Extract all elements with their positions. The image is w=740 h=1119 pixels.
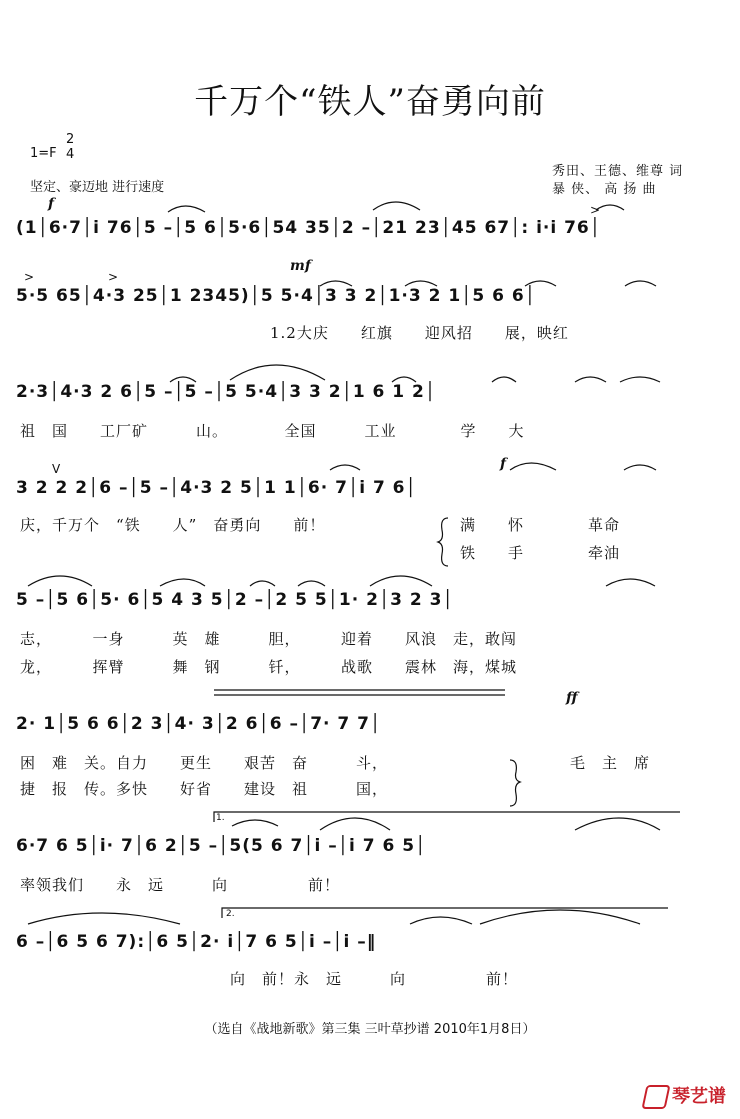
- lyricist-credit: 秀田、王德、维尊 词: [552, 164, 684, 179]
- composer-credit: 暴 侠、 高 扬 曲: [552, 182, 657, 197]
- notation-row-7: 6·7 6 5│i· 7│6 2│5 –│5(5 6 7│i –│i 7 6 5│: [16, 836, 427, 856]
- slur: [480, 910, 640, 924]
- lyric-line: 向 前！永 远 向 前！: [230, 970, 519, 988]
- dynamic-ff: ff: [566, 690, 578, 706]
- lyric-line-verse1: 困 难 关。自力 更生 艰苦 奋 斗，: [20, 754, 389, 772]
- notation-row-4: 3 2 2 2│6 –│5 –│4·3 2 5│1 1│6· 7│i 7 6│: [16, 478, 417, 498]
- dynamic-mf: mf: [290, 258, 311, 274]
- dynamic-f: f: [48, 196, 55, 212]
- slur: [28, 576, 92, 586]
- lyric-line-verse2: 铁 手 牵油: [460, 544, 621, 562]
- logo-icon: [641, 1085, 670, 1109]
- volta-2: [222, 908, 668, 918]
- site-logo: [644, 1082, 726, 1109]
- lyric-line: 祖 国 工厂矿 山。 全国 工业 学 大: [20, 422, 525, 440]
- lyric-line-verse1: 志， 一身 英 雄 胆， 迎着 风浪 走，敢闯: [20, 630, 518, 648]
- accent-mark: >: [24, 270, 35, 284]
- notation-row-8: 6 –│6 5 6 7):│6 5│2· i│7 6 5│i –│i –‖: [16, 932, 377, 952]
- volta-1-label: 1.: [216, 813, 225, 823]
- slur: [298, 581, 325, 586]
- lyric-line-verse2: 龙， 挥臂 舞 钢 钎， 战歌 震林 海，煤城: [20, 658, 518, 676]
- slur: [168, 206, 205, 212]
- time-signature: [66, 132, 74, 162]
- slur: [606, 579, 655, 586]
- lyric-line: 庆，千万个 “铁 人” 奋勇向 前！: [20, 516, 326, 534]
- slur: [624, 465, 656, 470]
- lyric-line: 率领我们 永 远 向 前！: [20, 876, 341, 894]
- time-top: 2: [66, 132, 75, 147]
- page-title: 千万个“铁人”奋勇向前: [194, 82, 546, 122]
- slur: [320, 818, 390, 830]
- slur: [410, 917, 472, 924]
- accent-mark: >: [590, 203, 601, 217]
- key-signature: 1=F: [30, 146, 57, 161]
- slur: [230, 365, 325, 380]
- notation-row-5: 5 –│5 6│5· 6│5 4 3 5│2 –│2 5 5│1· 2│3 2 3│: [16, 590, 454, 610]
- slur: [596, 205, 624, 210]
- slur: [370, 576, 432, 586]
- lyric-line-verse1: 满 怀 革命: [460, 516, 621, 534]
- logo-text: 琴艺谱: [672, 1086, 726, 1107]
- dynamic-f: f: [500, 456, 507, 472]
- volta-2-label: 2.: [226, 909, 235, 919]
- slur: [160, 579, 205, 586]
- notation-row-1: (1│6·7│i 76│5 –│5 6│5·6│54 35│2 –│21 23│45 67│: i·i 76│: [16, 218, 601, 238]
- accent-mark: >: [108, 270, 119, 284]
- slur: [232, 820, 278, 826]
- slur: [373, 202, 420, 210]
- slur: [510, 463, 556, 470]
- volta-1: [214, 812, 680, 822]
- slur: [250, 581, 275, 586]
- slur: [330, 465, 360, 470]
- tempo-marking: 坚定、豪迈地 进行速度: [30, 180, 165, 195]
- lyric-line: 毛 主 席: [570, 754, 651, 772]
- slur: [28, 913, 180, 924]
- source-footer: （选自《战地新歌》第三集 三叶草抄谱 2010年1月8日）: [204, 1022, 536, 1037]
- lyric-line-verse2: 捷 报 传。多快 好省 建设 祖 国，: [20, 780, 389, 798]
- slur: [575, 818, 660, 830]
- lyric-line: 1.2大庆 红旗 迎风招 展，映红: [270, 324, 569, 342]
- breath-mark: V: [52, 462, 61, 476]
- time-bottom: 4: [66, 147, 75, 162]
- notation-row-6: 2· 1│5 6 6│2 3│4· 3│2 6│6 –│7· 7 7│: [16, 714, 382, 734]
- notation-row-3: 2·3│4·3 2 6│5 –│5 –│5 5·4│3 3 2│1 6 1 2│: [16, 382, 437, 402]
- notation-row-2: 5·5 65│4·3 25│1 2345)│5 5·4│3 3 2│1·3 2 1│5 6 6│: [16, 286, 536, 306]
